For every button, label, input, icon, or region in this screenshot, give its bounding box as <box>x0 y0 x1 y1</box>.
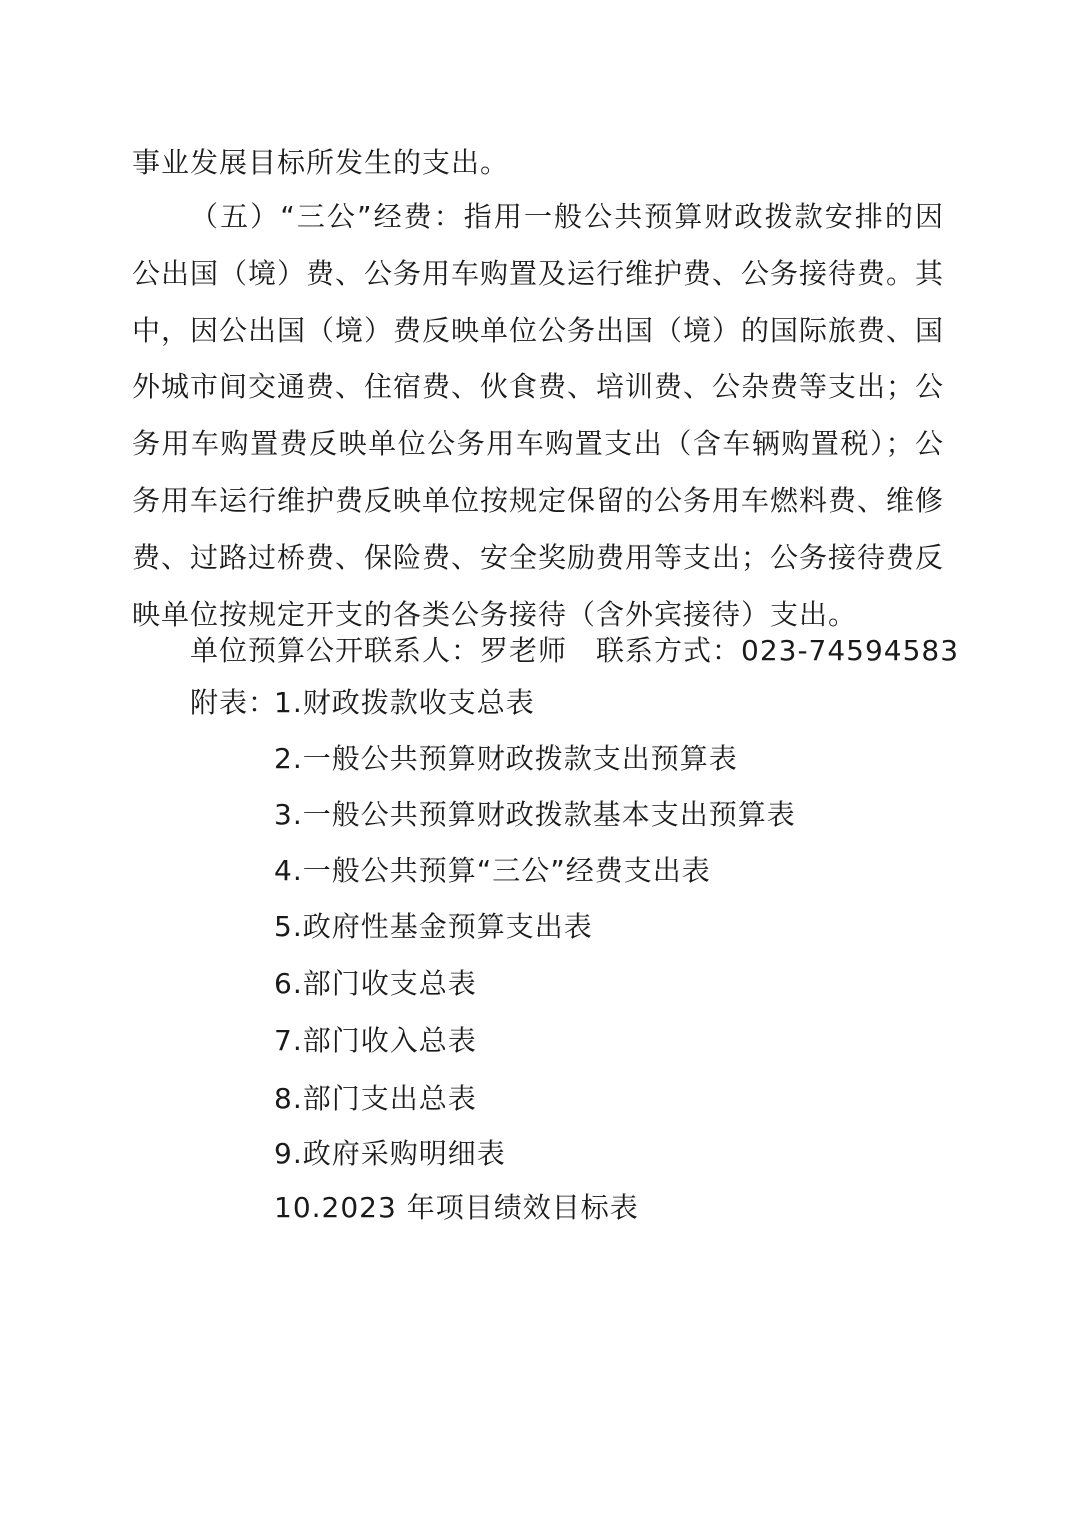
attachment-item-6: 6.部门收支总表 <box>274 967 477 1000</box>
attachment-item-1: 1.财政拨款收支总表 <box>274 686 535 719</box>
attachment-item-3: 3.一般公共预算财政拨款基本支出预算表 <box>274 798 796 831</box>
attachment-item-7: 7.部门收入总表 <box>274 1024 477 1057</box>
section-five-paragraph: （五）“三公”经费：指用一般公共预算财政拨款安排的因公出国（境）费、公务用车购置及运行维护费、公务接待费。其中，因公出国（境）费反映单位公务出国（境）的国际旅费、国外城市间交通费、住宿费、伙食费、培训费、公杂费等支出；公务用车购置费反映单位公务用车购置支出（含车辆购置税）；公务用车运行维护费反映单位按规定保留的公务用车燃料费、维修费、过路过桥费、保险费、安全奖励费用等支出；公务接待费反映单位按规定开支的各类公务接待（含外宾接待）支出。 <box>132 200 945 631</box>
attachment-item-4: 4.一般公共预算“三公”经费支出表 <box>274 854 711 887</box>
attachments-label: 附表： <box>190 686 278 719</box>
contact-line: 单位预算公开联系人：罗老师 联系方式：023-74594583 <box>190 634 960 667</box>
attachment-item-2: 2.一般公共预算财政拨款支出预算表 <box>274 742 738 775</box>
attachment-item-5: 5.政府性基金预算支出表 <box>274 910 593 943</box>
attachment-item-10: 10.2023 年项目绩效目标表 <box>274 1191 639 1224</box>
attachment-item-8: 8.部门支出总表 <box>274 1082 477 1115</box>
attachment-item-9: 9.政府采购明细表 <box>274 1137 506 1170</box>
continuation-line: 事业发展目标所发生的支出。 <box>132 146 510 179</box>
